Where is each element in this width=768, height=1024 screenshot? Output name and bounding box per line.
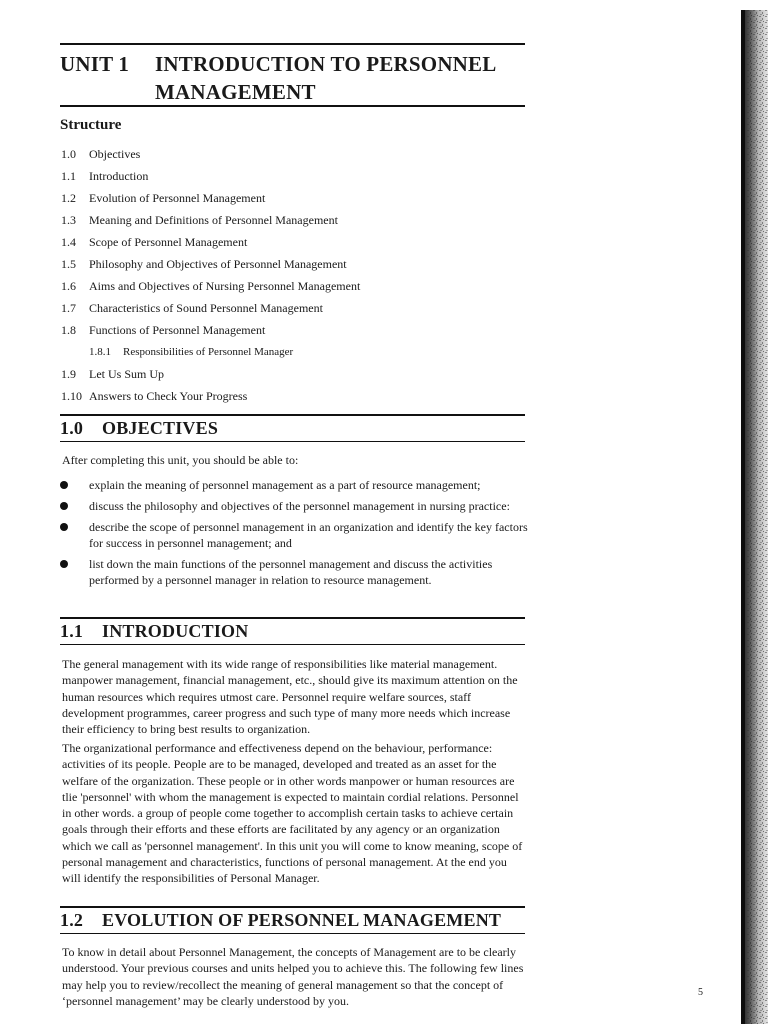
toc-item: 1.3 Meaning and Definitions of Personnel Management: [61, 213, 338, 227]
toc-item: 1.8 Functions of Personnel Management: [61, 323, 266, 337]
objectives-top-rule: [60, 414, 525, 416]
evolution-top-rule: [60, 906, 525, 908]
evolution-heading: 1.2 EVOLUTION OF PERSONNEL MANAGEMENT: [60, 910, 502, 930]
scan-edge-shadow: [741, 10, 768, 1024]
evolution-bottom-rule: [60, 933, 525, 934]
objectives-heading: 1.0 OBJECTIVES: [60, 418, 219, 438]
objectives-intro: After completing this unit, you should be able to:: [62, 453, 299, 467]
toc-item: 1.6 Aims and Objectives of Nursing Personnel Management: [61, 279, 361, 293]
toc-item: 1.9 Let Us Sum Up: [61, 367, 164, 381]
unit-title-line2: MANAGEMENT: [155, 80, 316, 104]
unit-number: UNIT 1: [60, 52, 130, 76]
toc-item: 1.1 Introduction: [61, 169, 149, 183]
structure-heading: Structure: [60, 117, 122, 133]
objective-item: list down the main functions of the personnel management and discuss the activities performed by a personnel manager in relation to resource management.: [58, 557, 528, 588]
structure-list: [61, 146, 360, 410]
toc-item: 1.2 Evolution of Personnel Management: [61, 191, 266, 205]
bullet-icon: [60, 481, 68, 489]
objectives-list: [58, 478, 528, 588]
introduction-bottom-rule: [60, 644, 525, 645]
introduction-heading: 1.1 INTRODUCTION: [60, 621, 249, 641]
objective-item: discuss the philosophy and objectives of the personnel management in nursing practice:: [58, 499, 528, 515]
title-top-rule: [60, 43, 525, 45]
bullet-icon: [60, 502, 68, 510]
toc-item: 1.0 Objectives: [61, 147, 141, 161]
toc-subitem: 1.8.1 Responsibilities of Personnel Manager: [89, 346, 294, 358]
toc-item: 1.7 Characteristics of Sound Personnel Management: [61, 301, 323, 315]
bullet-icon: [60, 523, 68, 531]
bullet-icon: [60, 560, 68, 568]
toc-item: 1.5 Philosophy and Objectives of Personnel Management: [61, 257, 347, 271]
unit-title-line1: INTRODUCTION TO PERSONNEL: [155, 52, 497, 76]
objective-item: explain the meaning of personnel management as a part of resource management;: [58, 478, 528, 494]
introduction-top-rule: [60, 617, 525, 619]
title-bottom-rule: [60, 105, 525, 107]
objectives-bottom-rule: [60, 441, 525, 442]
introduction-para-2: The organizational performance and effectiveness depend on the behaviour, performance: activities of its people. People are to be managed, developed and treated as an asset for the welfare of the organization. These people or in other words manpower or human resources are tlie 'personnel' with whom the management is expected to maintain cordial relations. Personnel in other words. a group of people come together to accomplish certain tasks to achieve certain goals through their efforts and these efforts are facilitated by any agency or an organization which we call as 'personnel management'. In this unit you will come to know meaning, scope of personal management and characteristics, functions of personal management. At the end you will identify the responsibilities of Personal Manager.: [62, 741, 523, 886]
toc-item: 1.4 Scope of Personnel Management: [61, 235, 248, 249]
objective-item: describe the scope of personnel management in an organization and identify the key factors for success in personnel management; and: [58, 520, 528, 551]
page-number: 5: [698, 987, 703, 998]
toc-item: 1.10 Answers to Check Your Progress: [61, 389, 248, 403]
introduction-para-1: The general management with its wide range of responsibilities like material management. manpower management, financial management, etc., should give its maximum attention on the human resources which requires utmost care. Personnel require welfare sources, staff development programmes, career progress and such type of many more needs which increase their efficiency to bring best results to organization.: [62, 657, 518, 737]
evolution-para: To know in detail about Personnel Management, the concepts of Management are to be clearly understood. Your previous courses and units helped you to achieve this. The following few lines may help you to review/recollect the meaning of general management so that the concept of ‘personnel management’ may be clearly understood by you.: [62, 945, 524, 1008]
unit-title: [60, 50, 530, 106]
